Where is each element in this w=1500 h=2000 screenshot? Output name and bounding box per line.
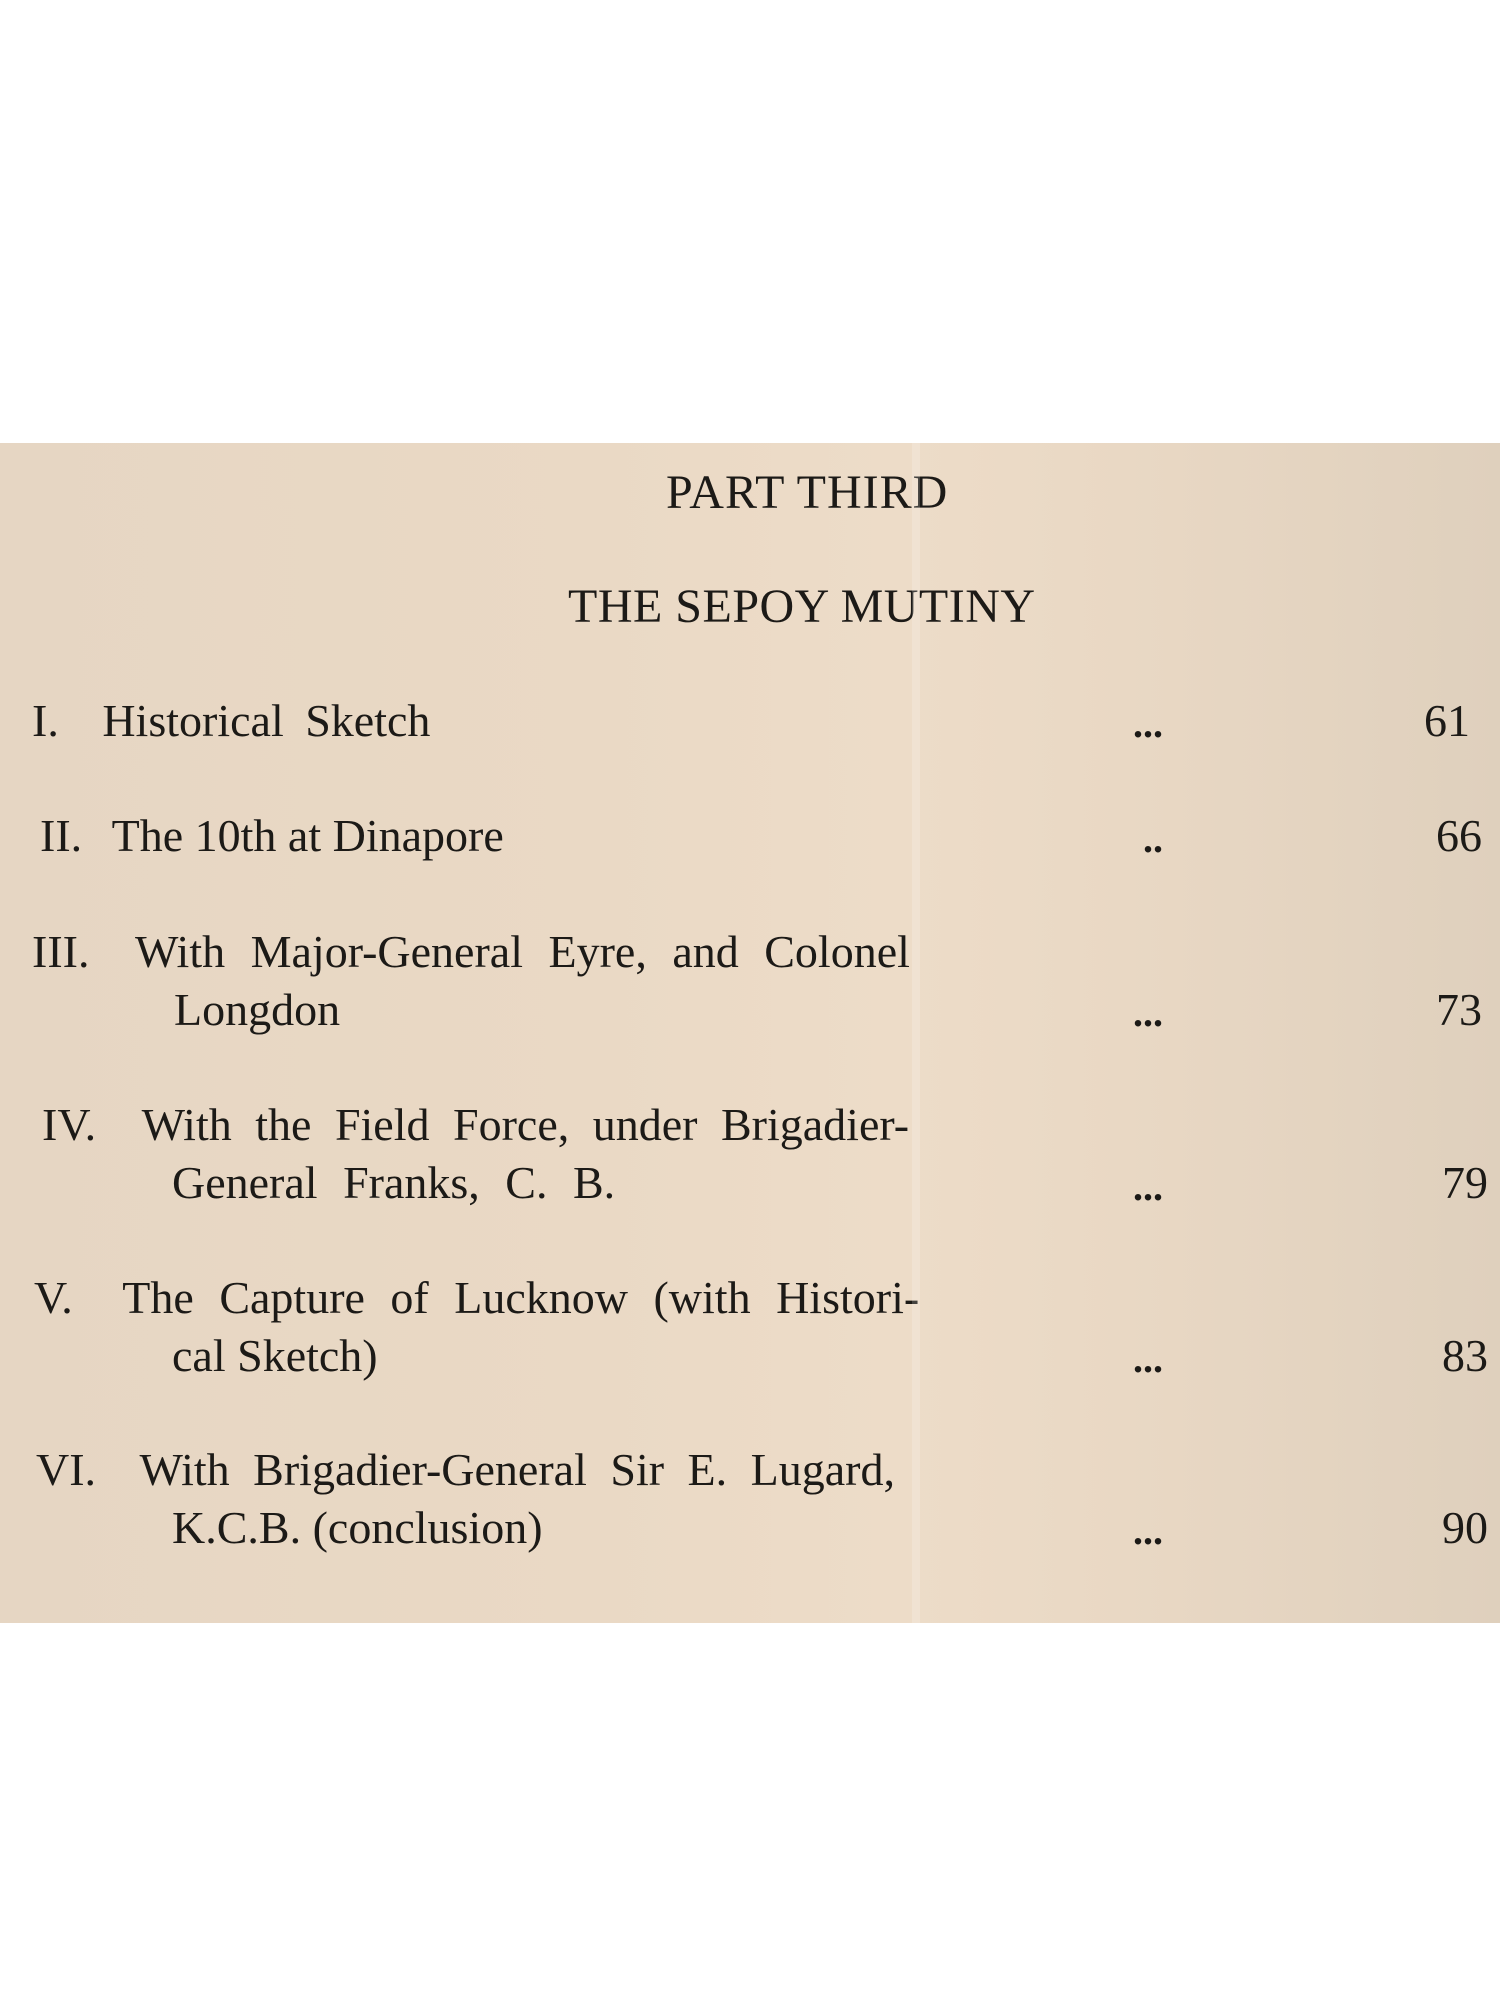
page-number: 79	[1442, 1157, 1488, 1208]
toc-entry-3	[32, 925, 910, 978]
page-number: 66	[1436, 810, 1482, 861]
page-number: 90	[1442, 1502, 1488, 1553]
toc-entry-3-continuation: Longdon	[174, 984, 341, 1035]
entry-numeral: VI.	[36, 1444, 97, 1495]
toc-entry-6	[36, 1443, 895, 1496]
toc-entry-4	[42, 1098, 909, 1151]
entry-numeral: IV.	[42, 1099, 97, 1150]
toc-entry-5-continuation: cal Sketch)	[172, 1330, 378, 1381]
part-title: PART THIRD	[666, 466, 949, 519]
dot-leader: ...	[1133, 1336, 1163, 1381]
entry-numeral: III.	[32, 926, 90, 977]
entry-numeral: II.	[40, 810, 83, 861]
scanned-page	[0, 443, 1500, 1623]
page-number: 61	[1424, 695, 1470, 746]
entry-numeral: I.	[32, 695, 59, 746]
entry-numeral: V.	[34, 1272, 73, 1323]
dot-leader: ...	[1133, 1164, 1163, 1209]
toc-entry-2	[40, 809, 504, 862]
entry-title: Historical Sketch	[102, 695, 431, 746]
toc-entry-5	[34, 1271, 919, 1324]
entry-title: The 10th at Dinapore	[111, 810, 504, 861]
entry-title: With Major-General Eyre, and Colonel	[134, 926, 910, 977]
page-number: 83	[1442, 1330, 1488, 1381]
entry-title: The Capture of Lucknow (with Histori-	[122, 1272, 920, 1323]
toc-entry-6-continuation: K.C.B. (conclusion)	[172, 1502, 543, 1553]
section-title: THE SEPOY MUTINY	[568, 580, 1036, 633]
dot-leader: ...	[1133, 1508, 1163, 1553]
toc-entry-1	[32, 694, 430, 747]
entry-title: With Brigadier-General Sir E. Lugard,	[139, 1444, 895, 1495]
dot-leader: ..	[1143, 816, 1163, 861]
page-number: 73	[1436, 984, 1482, 1035]
dot-leader: ...	[1133, 701, 1163, 746]
dot-leader: ...	[1133, 990, 1163, 1035]
entry-title: With the Field Force, under Brigadier-	[141, 1099, 910, 1150]
toc-entry-4-continuation: General Franks, C. B.	[172, 1157, 616, 1208]
